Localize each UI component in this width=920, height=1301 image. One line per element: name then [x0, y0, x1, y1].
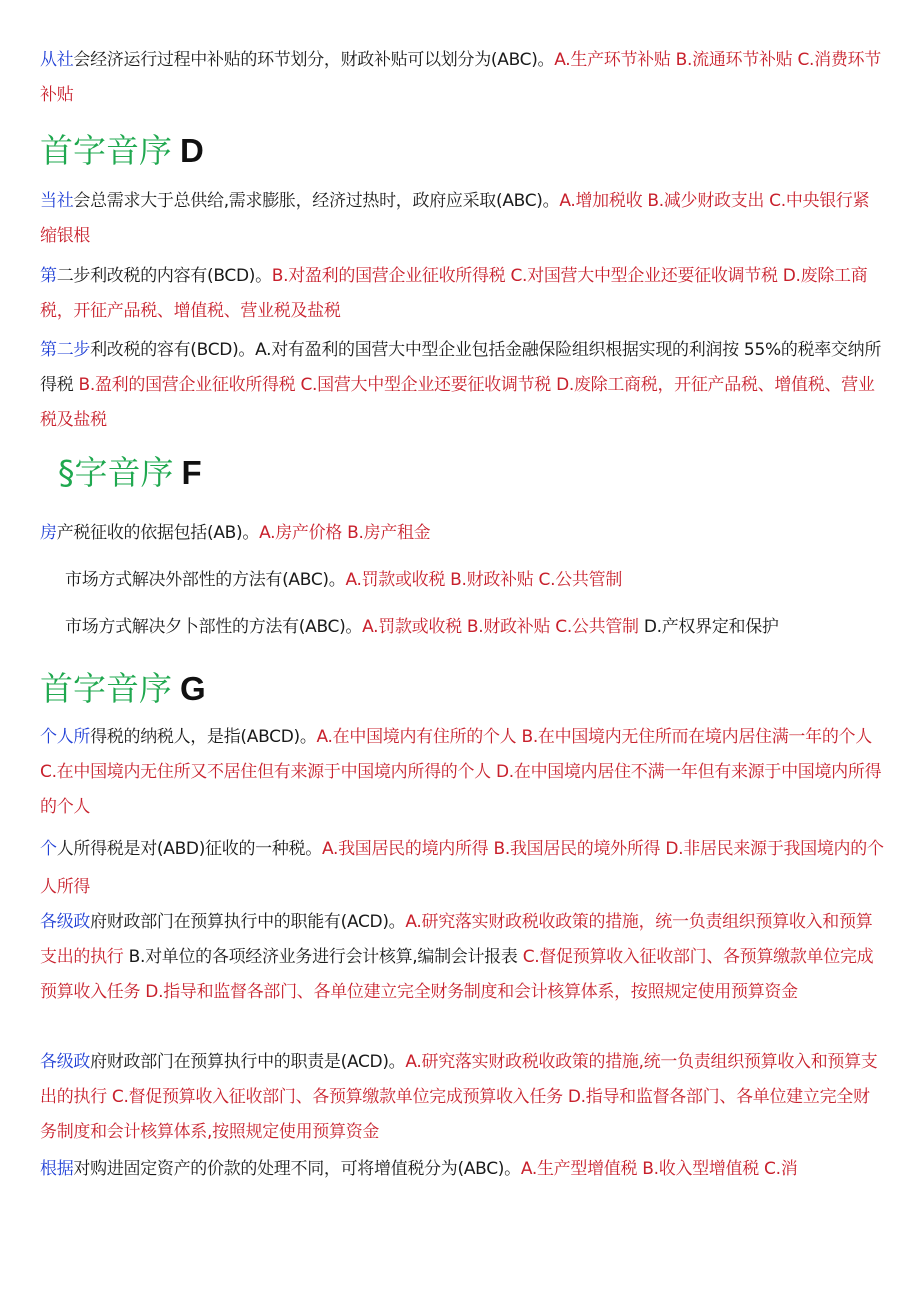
- heading-letter: G: [180, 670, 206, 707]
- question-stem: 市场方式解决夕卜部性的方法有(ABC)。: [65, 617, 363, 637]
- heading-letter: F: [181, 454, 202, 491]
- answer-options: A.研究落实财政税收政策的措施，统一负责组织预算收入和预算支出的执行: [40, 912, 873, 967]
- question-stem: 人所得税是对(ABD)征收的一种税。: [56, 839, 322, 859]
- question-item: [40, 516, 885, 551]
- answer-options: A.增加税收 B.减少财政支出 C.中央银行紧缩银根: [40, 191, 870, 246]
- answer-options: B.盈利的国营企业征收所得税 C.国营大中型企业还要征收调节税 D.废除工商税，开征产品税、增值税、营业税及盐税: [40, 375, 875, 430]
- question-stem: 产税征收的依据包括(AB)。: [56, 523, 260, 543]
- question-item: [40, 333, 885, 438]
- question-lead: 房: [40, 523, 57, 543]
- section-heading-d: [40, 131, 204, 171]
- answer-options: A.我国居民的境内所得 B.我国居民的境外所得 D.非居民来源于我国境内的个人所得: [40, 839, 884, 897]
- question-stem: 得税的纳税人，是指(ABCD)。: [90, 727, 317, 747]
- answer-options: A.罚款或收税 B.财政补贴 C.公共管制: [345, 570, 623, 590]
- answer-options: A.生产型增值税 B.收入型增值税 C.消: [520, 1159, 798, 1179]
- question-stem: 对购进固定资产的价款的处理不同，可将增值税分为(ABC)。: [73, 1159, 521, 1179]
- question-item: [40, 43, 885, 113]
- question-stem: 府财政部门在预算执行中的职能有(ACD)。: [90, 912, 406, 932]
- question-item: [40, 184, 885, 254]
- answer-options: A.房产价格 B.房产租金: [259, 523, 431, 543]
- question-lead: 个人所: [40, 727, 91, 747]
- question-item: [40, 905, 885, 1010]
- section-heading-f: [58, 453, 202, 493]
- question-item: [40, 720, 885, 825]
- answer-options: A.研究落实财政税收政策的措施,统一负责组织预算收入和预算支出的执行 C.督促预算收入征收部门、各预算缴款单位完成预算收入任务 D.指导和监督各部门、各单位建立完全财务制度和会计核算体系,按照规定使用预算资金: [40, 1052, 878, 1142]
- question-item: [65, 610, 885, 645]
- question-lead: 从社: [40, 50, 74, 70]
- section-heading-g: [40, 669, 206, 709]
- heading-label: 首字音序: [40, 669, 172, 708]
- answer-options: B.对盈利的国营企业征收所得税 C.对国营大中型企业还要征收调节税 D.废除工商税，开征产品税、增值税、营业税及盐税: [40, 266, 868, 321]
- question-lead: 第: [40, 266, 57, 286]
- answer-options-continued: C.督促预算收入征收部门、各预算缴款单位完成预算收入任务 D.指导和监督各部门、各单位建立完全财务制度和会计核算体系，按照规定使用预算资金: [40, 947, 874, 1002]
- answer-options: A.生产环节补贴 B.流通环节补贴 C.消费环节补贴: [40, 50, 881, 105]
- question-stem: 会总需求大于总供给,需求膨胀，经济过热时，政府应采取(ABC)。: [73, 191, 560, 211]
- question-lead: 各级政: [40, 912, 91, 932]
- question-stem: 市场方式解决外部性的方法有(ABC)。: [65, 570, 346, 590]
- answer-mid: B.对单位的各项经济业务进行会计核算,编制会计报表: [123, 947, 523, 967]
- heading-letter: D: [180, 132, 204, 169]
- question-lead: 各级政: [40, 1052, 91, 1072]
- heading-label: 首字音序: [40, 131, 172, 170]
- question-lead: 个: [40, 839, 57, 859]
- question-stem: 会经济运行过程中补贴的环节划分，财政补贴可以划分为(ABC)。: [73, 50, 555, 70]
- question-item: [40, 1045, 885, 1150]
- question-item: [40, 259, 885, 329]
- answer-tail: D.产权界定和保护: [638, 617, 779, 637]
- question-lead: 当社: [40, 191, 74, 211]
- answer-options: A.在中国境内有住所的个人 B.在中国境内无住所而在境内居住满一年的个人 C.在中国境内无住所又不居住但有来源于中国境内所得的个人 D.在中国境内居住不满一年但有来源于中国境内所得的个人: [40, 727, 882, 817]
- question-lead: 根据: [40, 1159, 74, 1179]
- question-stem: 利改税的容有(BCD)。A.对有盈利的国营大中型企业包括金融保险组织根据实现的利润按 55%的税率交纳所得税: [40, 340, 882, 395]
- heading-label: §字音序: [58, 453, 174, 492]
- question-item: [40, 1152, 885, 1187]
- question-item: [40, 830, 885, 906]
- question-item: [65, 563, 885, 598]
- answer-options: A.罚款或收税 B.财政补贴 C.公共管制: [362, 617, 639, 637]
- question-stem: 府财政部门在预算执行中的职责是(ACD)。: [90, 1052, 406, 1072]
- question-lead: 第二步: [40, 340, 91, 360]
- question-stem: 二步利改税的内容有(BCD)。: [56, 266, 272, 286]
